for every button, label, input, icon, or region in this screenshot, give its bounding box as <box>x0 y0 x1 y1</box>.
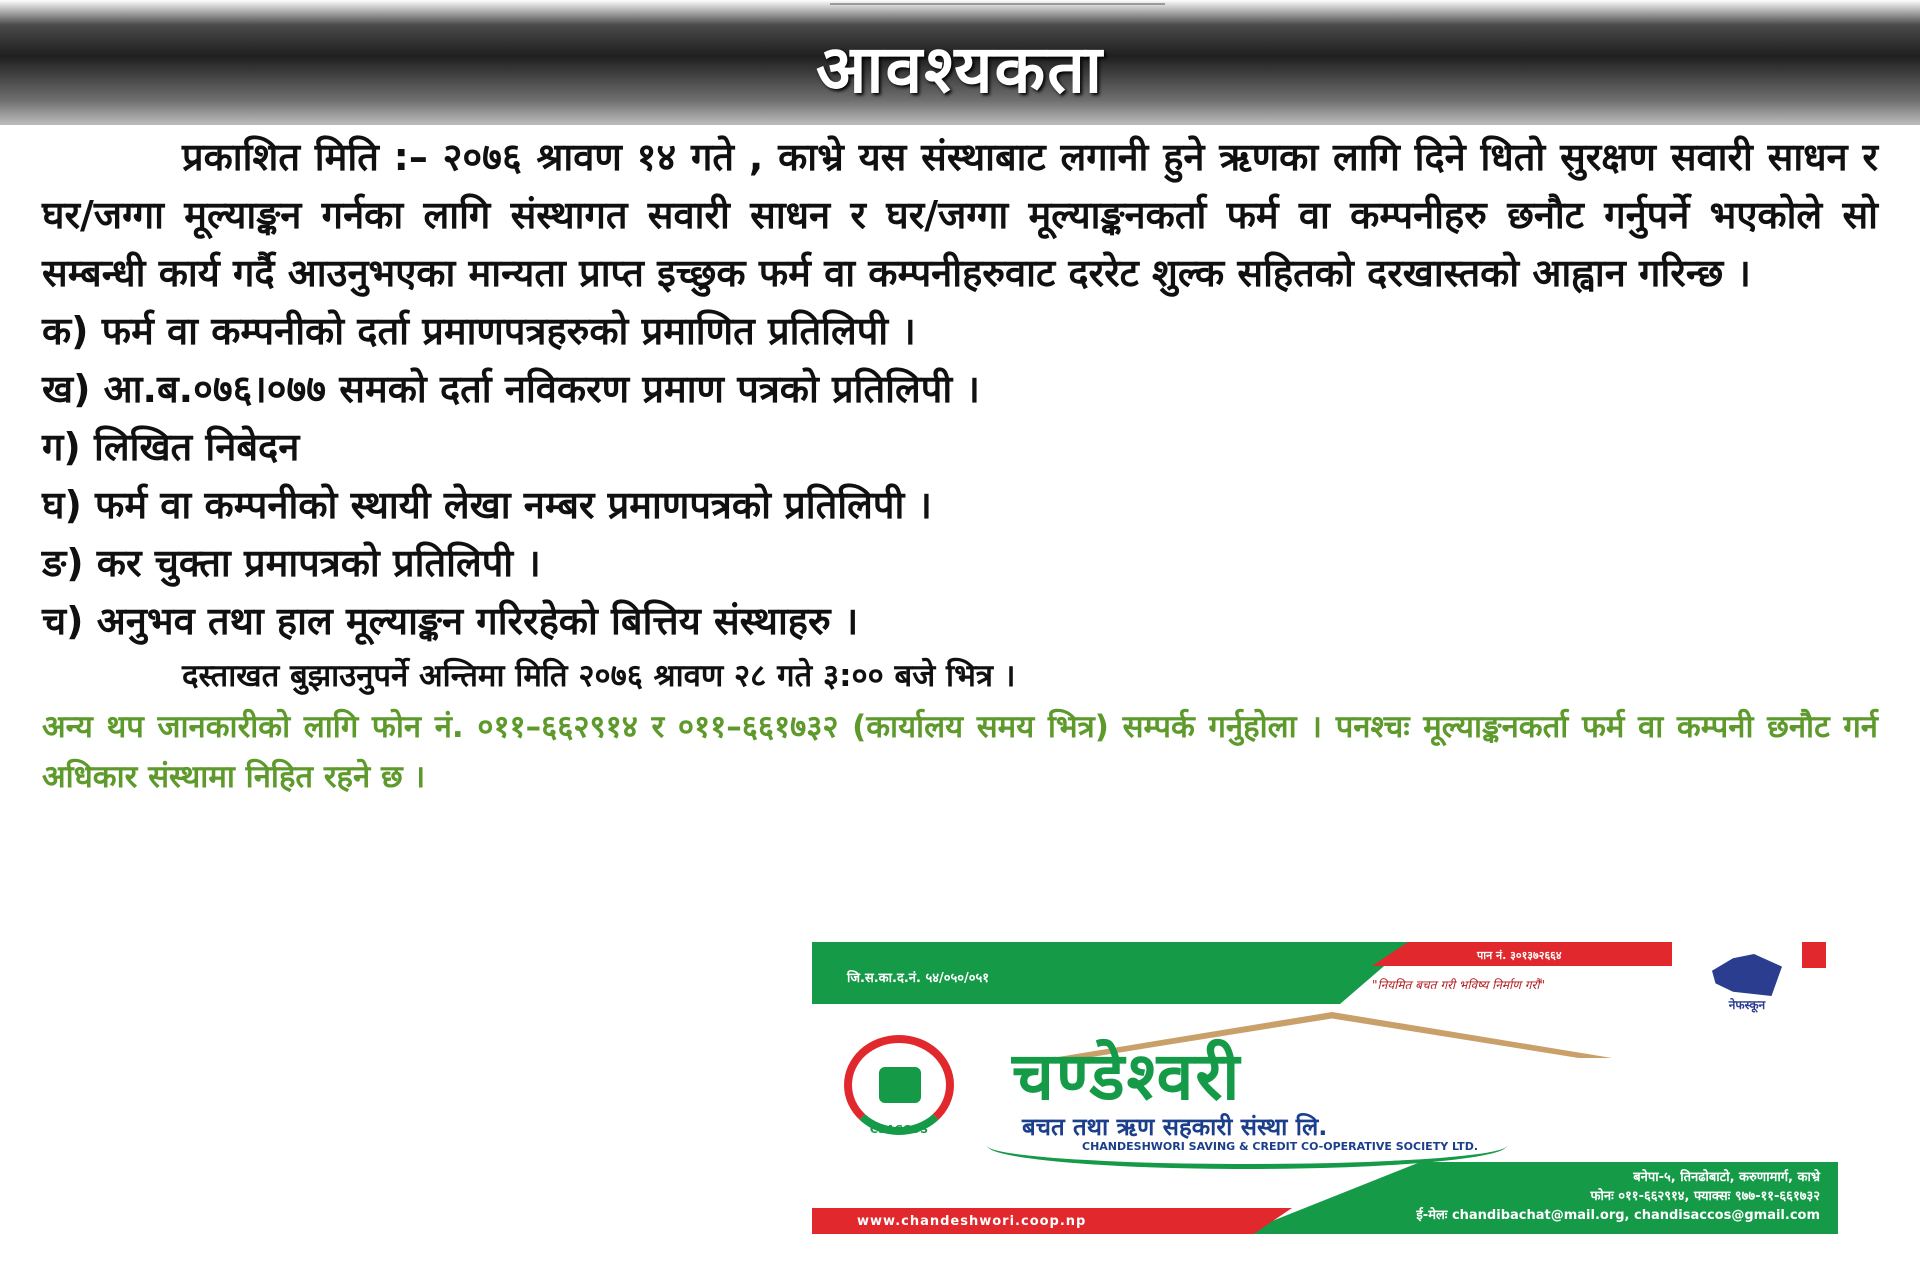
address: बनेपा-५, तिनढोबाटो, करुणामार्ग, काभ्रे <box>1633 1170 1820 1185</box>
contact-details <box>1416 1168 1820 1225</box>
contact-text: अन्य थप जानकारीको लागि फोन नं. ०११–६६२९१४ र ०११–६६१७३२ (कार्यालय समय भित्र) सम्पर्क गर्नुहोला । पनश्चः मूल्याङ्कनकर्ता फर्म वा कम्पनी छनौट गर्न अधिकार संस्थामा निहित रहने छ । <box>42 709 1878 795</box>
deadline-text: दस्ताखत बुझाउनुपर्ने अन्तिमा मिति २०७६ श्रावण २८ गते ३:०० बजे भित्र । <box>182 658 1016 694</box>
organization-name: चण्डेश्वरी <box>1012 1038 1242 1115</box>
page-title: आवश्यकता <box>816 31 1104 108</box>
requirement-item: ग) लिखित निबेदन <box>42 425 300 469</box>
organization-subtitle: बचत तथा ऋण सहकारी संस्था लि. <box>1022 1113 1328 1141</box>
notice-intro: प्रकाशित मिति :– २०७६ श्रावण १४ गते , काभ्रे यस संस्थाबाट लगानी हुने ऋणका लागि दिने धितो सुरक्षण सवारी साधन र घर/जग्गा मूल्याङ्कन गर्नका लागि संस्थागत सवारी साधन र घर/जग्गा मूल्याङ्कनकर्ता फर्म वा कम्पनीहरु छनौट गर्नुपर्ने भएकोले सो सम्बन्धी कार्य गर्दै आउनुभएका मान्यता प्राप्त इच्छुक फर्म वा कम्पनीहरुवाट दररेट शुल्क सहितको दरखास्तको आह्वान गरिन्छ । <box>42 135 1878 295</box>
phone: फोनः ०११-६६२९१४, फ्याक्सः ९७७-११-६६१७३२ <box>1590 1189 1820 1204</box>
slogan: "नियमित बचत गरी भविष्य निर्माण गरौं" <box>1372 978 1545 992</box>
requirement-item: घ) फर्म वा कम्पनीको स्थायी लेखा नम्बर प्रमाणपत्रको प्रतिलिपी । <box>42 483 932 527</box>
registration-number: जि.स.का.द.नं. ५४/०५०/०५१ <box>847 971 990 986</box>
nepal-map-icon <box>1712 954 1782 996</box>
organization-logo-card <box>812 942 1838 1234</box>
logo-bottom-band <box>812 1162 1838 1234</box>
requirement-item: ङ) कर चुक्ता प्रमापत्रको प्रतिलिपी । <box>42 541 541 585</box>
pan-number: पान नं. ३०१३७२६६४ <box>1477 949 1562 962</box>
requirement-item: च) अनुभव तथा हाल मूल्याङ्कन गरिरहेको बित्तिय संस्थाहरु । <box>42 599 859 643</box>
notice-body <box>42 128 1878 802</box>
emblem-label: CSACCOS <box>869 1123 929 1136</box>
organization-english-name: CHANDESHWORI SAVING & CREDIT CO-OPERATIVE SOCIETY LTD. <box>1082 1140 1478 1153</box>
nefscun-logo <box>1697 954 1797 1034</box>
cooperative-emblem-icon <box>834 1027 974 1147</box>
requirement-item: क) फर्म वा कम्पनीको दर्ता प्रमाणपत्रहरुको प्रमाणित प्रतिलिपी । <box>42 309 916 353</box>
nefscun-label: नेफस्कून <box>1728 998 1766 1012</box>
email: ई-मेलः chandibachat@mail.org, chandisaccos@gmail.com <box>1416 1208 1820 1223</box>
header-divider <box>830 3 1165 5</box>
requirement-item: ख) आ.ब.०७६।०७७ समको दर्ता नविकरण प्रमाण पत्रको प्रतिलिपी । <box>42 367 980 411</box>
website-link[interactable]: www.chandeshwori.coop.np <box>857 1214 1087 1229</box>
